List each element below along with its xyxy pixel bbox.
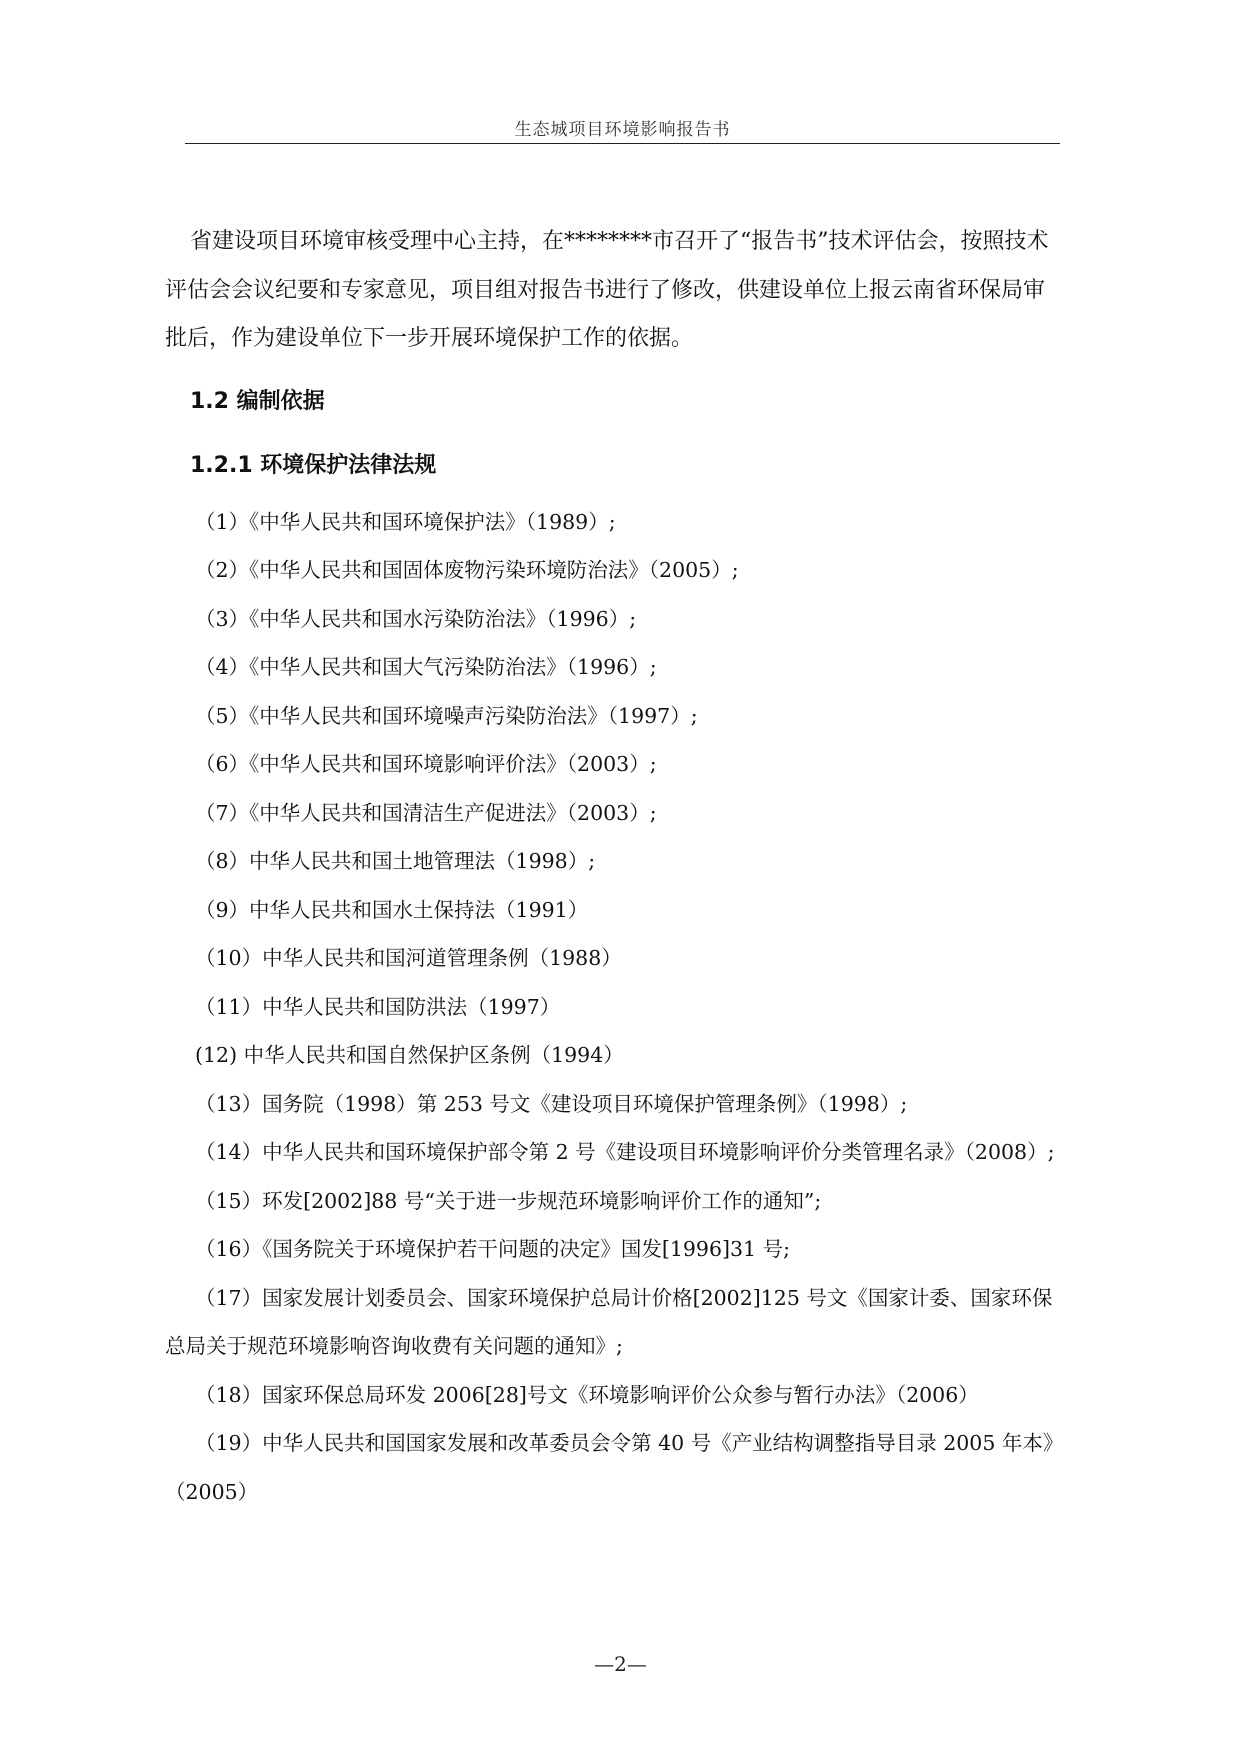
law-item-18: （18）国家环保总局环发 2006[28]号文《环境影响评价公众参与暂行办法》（2006） — [195, 1382, 979, 1407]
law-item-13: （13）国务院（1998）第 253 号文《建设项目环境保护管理条例》（1998）; — [195, 1091, 908, 1116]
document-body — [165, 218, 1060, 1516]
law-item-12: (12) 中华人民共和国自然保护区条例（1994） — [195, 1043, 624, 1067]
law-item-3: （3）《中华人民共和国水污染防治法》（1996）; — [195, 606, 637, 631]
page-number: —2— — [594, 1652, 647, 1676]
law-list — [165, 498, 1060, 1517]
law-item-15: （15）环发[2002]88 号“关于进一步规范环境影响评价工作的通知”; — [195, 1188, 822, 1213]
law-item-14: （14）中华人民共和国环境保护部令第 2 号《建设项目环境影响评价分类管理名录》（2008）; — [195, 1140, 1055, 1164]
law-item-6: （6）《中华人民共和国环境影响评价法》（2003）; — [195, 752, 657, 776]
section-heading-1-2: 1.2 编制依据 — [190, 388, 325, 414]
header-divider — [185, 143, 1060, 144]
law-item-7: （7）《中华人民共和国清洁生产促进法》（2003）; — [195, 800, 657, 825]
law-item-1: （1）《中华人民共和国环境保护法》（1989）; — [195, 509, 616, 534]
law-item-9: （9）中华人民共和国水土保持法（1991） — [195, 897, 589, 922]
law-item-8: （8）中华人民共和国土地管理法（1998）; — [195, 849, 596, 873]
law-item-16: （16）《国务院关于环境保护若干问题的决定》国发[1996]31 号; — [195, 1237, 791, 1261]
law-item-10: （10）中华人民共和国河道管理条例（1988） — [195, 946, 622, 970]
section-heading-1-2-1: 1.2.1 环境保护法律法规 — [190, 452, 437, 478]
law-item-11: （11）中华人民共和国防洪法（1997） — [195, 994, 561, 1019]
law-item-5: （5）《中华人民共和国环境噪声污染防治法》（1997）; — [195, 703, 698, 728]
running-header: 生态城项目环境影响报告书 — [514, 120, 731, 140]
law-item-4: （4）《中华人民共和国大气污染防治法》（1996）; — [195, 655, 657, 679]
law-item-19: （19）中华人民共和国国家发展和改革委员会令第 40 号《产业结构调整指导目录 2005 年本》（2005） — [165, 1431, 1054, 1504]
law-item-17: （17）国家发展计划委员会、国家环境保护总局计价格[2002]125 号文《国家计委、国家环保总局关于规范环境影响咨询收费有关问题的通知》; — [165, 1285, 1053, 1358]
law-item-2: （2）《中华人民共和国固体废物污染环境防治法》（2005）; — [195, 558, 739, 582]
intro-paragraph: 省建设项目环境审核受理中心主持，在********市召开了“报告书”技术评估会，按照技术评估会会议纪要和专家意见，项目组对报告书进行了修改，供建设单位上报云南省环保局审批后，作为建设单位下一步开展环境保护工作的依据。 — [165, 229, 1049, 351]
